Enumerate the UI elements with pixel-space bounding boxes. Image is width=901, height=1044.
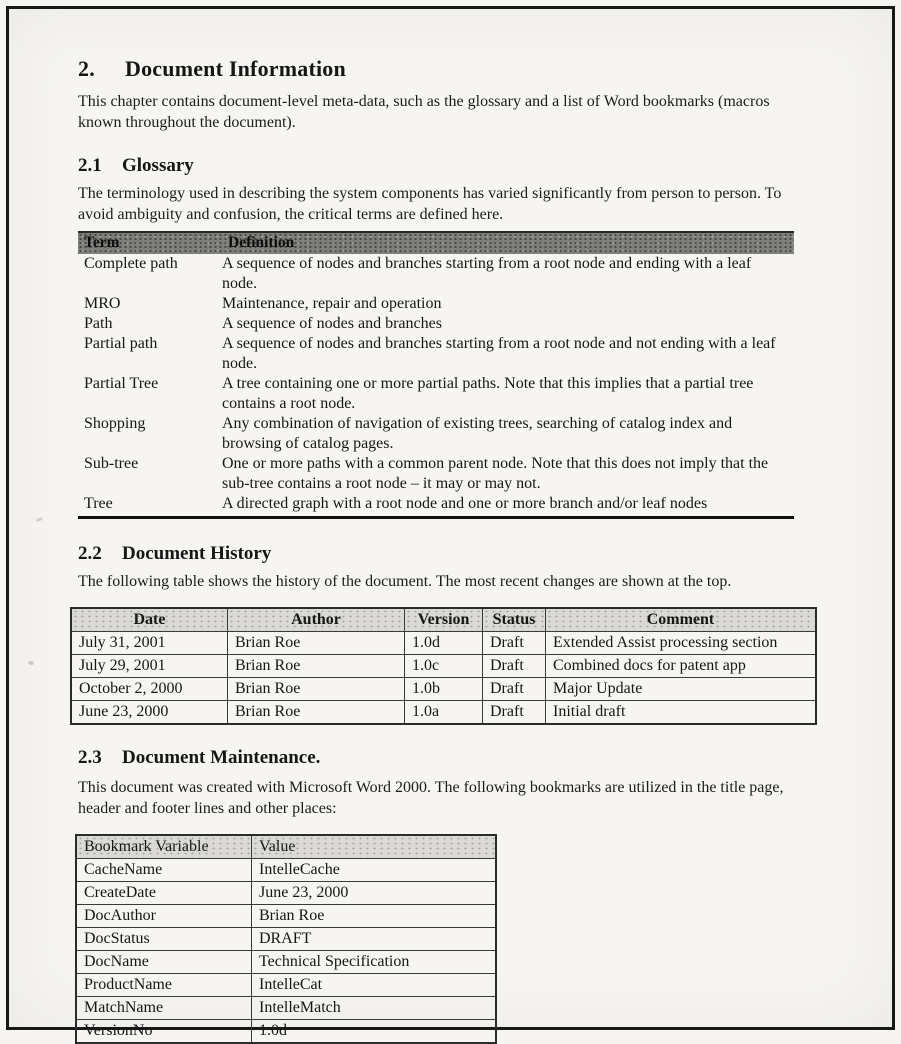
glossary-definition: A sequence of nodes and branches starting from a root node and ending with a leaf node. [222,255,752,292]
history-author: Brian Roe [228,655,405,678]
section-2-number: 2. [78,56,95,81]
history-comment: Initial draft [553,703,626,720]
bookmark-value: IntelleMatch [252,997,495,1020]
bookmark-row [77,974,495,997]
glossary-term: Tree [84,495,113,512]
section-2-2-title: Document History [122,543,272,564]
history-header-date: Date [72,609,228,632]
glossary-term: Partial Tree [84,375,159,392]
bookmark-value: 1.0d [259,1022,287,1039]
history-comment: Major Update [546,678,815,701]
history-row [72,655,815,678]
glossary-header-definition: Definition [228,234,295,251]
bookmark-row [77,1020,495,1042]
section-2-3-number: 2.3 [78,747,102,768]
glossary-definition: Any combination of navigation of existing trees, searching of catalog index and browsing of catalog pages. [222,415,733,452]
bookmarks-header-row [77,836,495,859]
bookmark-value: IntelleCat [252,974,495,997]
bookmark-value: Brian Roe [252,905,495,928]
scan-smudge [28,660,35,665]
section-2-2-intro: The following table shows the history of the document. The most recent changes are shown at the top. [78,573,732,590]
section-2-2-heading [78,543,810,565]
bookmark-value: IntelleCache [252,859,495,882]
bookmark-value: Technical Specification [252,951,495,974]
history-date: October 2, 2000 [72,678,228,701]
glossary-table-header [78,231,794,254]
history-status: Draft [483,678,546,701]
glossary-row [78,314,794,334]
glossary-definition: One or more paths with a common parent node. Note that this does not imply that the sub-tree contains a root node – it may or may not. [222,455,769,492]
history-status: Draft [483,655,546,678]
glossary-term: Sub-tree [84,455,139,472]
document-history-table [70,607,817,725]
history-row [72,632,815,655]
history-row [72,701,815,723]
glossary-row [78,334,794,374]
history-date: June 23, 2000 [72,701,228,723]
bookmark-value: June 23, 2000 [252,882,495,905]
section-2-title: Document Information [125,56,346,81]
glossary-table [78,231,794,519]
history-author: Brian Roe [228,701,405,723]
bookmark-row [77,951,495,974]
bookmarks-header-value: Value [252,836,495,859]
section-2-heading [78,56,810,82]
history-date: July 31, 2001 [72,632,228,655]
bookmark-variable: MatchName [77,997,252,1020]
section-2-1-number: 2.1 [78,155,102,176]
bookmark-variable: DocName [77,951,252,974]
glossary-definition: A tree containing one or more partial paths. Note that this implies that a partial tree contains a root node. [222,375,754,412]
history-comment: Extended Assist processing section [546,632,815,655]
history-header-status: Status [483,609,546,632]
glossary-definition: A sequence of nodes and branches starting from a root node and not ending with a leaf node. [222,335,776,372]
bookmark-variable: DocAuthor [77,905,252,928]
glossary-definition: A sequence of nodes and branches [222,315,442,332]
bookmarks-table [75,834,497,1044]
bookmark-variable: CreateDate [77,882,252,905]
bookmark-variable: VersionNo [77,1020,252,1042]
section-2-1-intro: The terminology used in describing the system components has varied significantly from person to person. To avoid ambiguity and confusion, the critical terms are defined here. [78,185,782,223]
bookmark-row [77,859,495,882]
glossary-header-term: Term [84,234,120,251]
section-2-3-heading [78,747,810,769]
glossary-row [78,454,794,494]
bookmark-row [77,882,495,905]
glossary-row [78,494,794,516]
bookmark-variable: ProductName [77,974,252,997]
section-2-2-number: 2.2 [78,543,102,564]
bookmark-variable: DocStatus [77,928,252,951]
history-header-comment: Comment [546,609,815,632]
glossary-definition: A directed graph with a root node and one or more branch and/or leaf nodes [222,495,708,512]
history-version: 1.0b [405,678,483,701]
bookmark-value: DRAFT [252,928,495,951]
history-version: 1.0a [405,701,483,723]
history-author: Brian Roe [228,678,405,701]
glossary-term: Path [84,315,113,332]
history-row [72,678,815,701]
bookmark-row [77,905,495,928]
bookmark-row [77,928,495,951]
glossary-term: Partial path [84,335,158,352]
history-header-author: Author [228,609,405,632]
section-2-intro: This chapter contains document-level meta-data, such as the glossary and a list of Word bookmarks (macros known throughout the document). [78,93,770,131]
section-2-3-title: Document Maintenance. [122,747,321,768]
history-status: Draft [483,632,546,655]
section-2-1-title: Glossary [122,155,194,176]
history-comment: Combined docs for patent app [546,655,815,678]
scan-smudge [36,517,44,522]
history-author: Brian Roe [228,632,405,655]
glossary-term: Complete path [84,255,178,272]
section-2-3-intro: This document was created with Microsoft Word 2000. The following bookmarks are utilized in the title page, header and footer lines and other places: [78,779,784,817]
history-header-version: Version [405,609,483,632]
glossary-term: MRO [84,295,121,312]
glossary-row [78,374,794,414]
glossary-term: Shopping [84,415,146,432]
glossary-row [78,414,794,454]
history-version: 1.0d [405,632,483,655]
bookmarks-header-variable: Bookmark Variable [77,836,252,859]
history-header-row [72,609,815,632]
glossary-row [78,254,794,294]
glossary-definition: Maintenance, repair and operation [222,295,442,312]
history-status: Draft [483,701,546,723]
document-page [78,56,810,1044]
section-2-1-heading [78,155,810,177]
history-version: 1.0c [405,655,483,678]
history-date: July 29, 2001 [72,655,228,678]
glossary-row [78,294,794,314]
bookmark-variable: CacheName [77,859,252,882]
bookmark-row [77,997,495,1020]
